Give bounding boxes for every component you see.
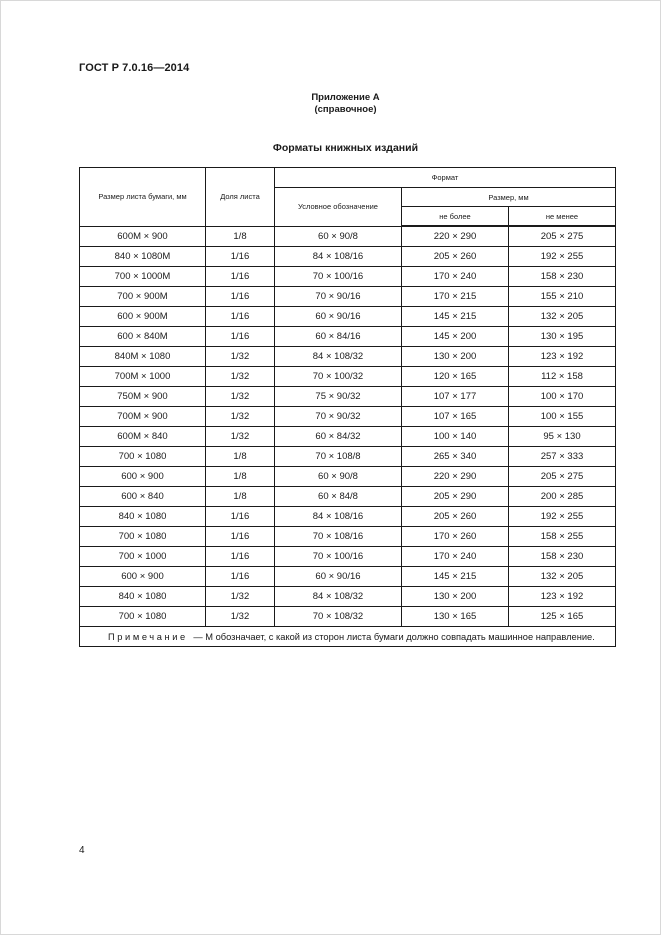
cell-size-min: 200 × 285 bbox=[509, 487, 616, 507]
cell-share: 1/8 bbox=[206, 447, 275, 467]
appendix-title: Приложение А bbox=[311, 92, 380, 103]
table-row bbox=[80, 407, 616, 427]
cell-designation: 60 × 84/32 bbox=[275, 427, 402, 447]
header-size: Размер, мм bbox=[402, 188, 616, 207]
header-designation: Условное обозначение bbox=[275, 188, 402, 227]
cell-paper-size: 600 × 840 bbox=[80, 487, 206, 507]
cell-paper-size: 840М × 1080 bbox=[80, 347, 206, 367]
header-paper-size: Размер листа бумаги, мм bbox=[80, 168, 206, 227]
cell-paper-size: 700 × 1000 bbox=[80, 547, 206, 567]
cell-size-max: 220 × 290 bbox=[402, 467, 509, 487]
cell-size-max: 220 × 290 bbox=[402, 226, 509, 247]
header-format: Формат bbox=[275, 168, 616, 188]
cell-size-min: 132 × 205 bbox=[509, 567, 616, 587]
table-row bbox=[80, 267, 616, 287]
cell-share: 1/16 bbox=[206, 507, 275, 527]
cell-size-min: 95 × 130 bbox=[509, 427, 616, 447]
cell-designation: 75 × 90/32 bbox=[275, 387, 402, 407]
table-row bbox=[80, 507, 616, 527]
cell-share: 1/32 bbox=[206, 427, 275, 447]
cell-designation: 70 × 108/16 bbox=[275, 527, 402, 547]
cell-paper-size: 700 × 1080 bbox=[80, 607, 206, 627]
cell-size-min: 205 × 275 bbox=[509, 467, 616, 487]
cell-paper-size: 700М × 1000 bbox=[80, 367, 206, 387]
cell-size-max: 107 × 165 bbox=[402, 407, 509, 427]
table-row bbox=[80, 226, 616, 247]
header-max: не более bbox=[402, 207, 509, 227]
cell-share: 1/16 bbox=[206, 547, 275, 567]
cell-size-min: 158 × 230 bbox=[509, 267, 616, 287]
cell-paper-size: 700 × 1080 bbox=[80, 527, 206, 547]
table-row bbox=[80, 247, 616, 267]
cell-size-min: 123 × 192 bbox=[509, 347, 616, 367]
cell-designation: 70 × 100/16 bbox=[275, 547, 402, 567]
cell-designation: 60 × 90/16 bbox=[275, 307, 402, 327]
cell-paper-size: 750М × 900 bbox=[80, 387, 206, 407]
cell-size-max: 107 × 177 bbox=[402, 387, 509, 407]
cell-size-min: 112 × 158 bbox=[509, 367, 616, 387]
cell-size-max: 170 × 260 bbox=[402, 527, 509, 547]
cell-share: 1/32 bbox=[206, 347, 275, 367]
table-title: Форматы книжных изданий bbox=[272, 142, 419, 154]
cell-size-max: 205 × 260 bbox=[402, 507, 509, 527]
cell-size-min: 123 × 192 bbox=[509, 587, 616, 607]
cell-designation: 70 × 100/16 bbox=[275, 267, 402, 287]
document-code: ГОСТ Р 7.0.16—2014 bbox=[79, 62, 190, 74]
cell-share: 1/32 bbox=[206, 367, 275, 387]
cell-size-max: 130 × 200 bbox=[402, 347, 509, 367]
header-min: не менее bbox=[509, 207, 616, 227]
table-row bbox=[80, 427, 616, 447]
table-body bbox=[80, 226, 616, 627]
cell-paper-size: 840 × 1080 bbox=[80, 587, 206, 607]
cell-size-max: 130 × 165 bbox=[402, 607, 509, 627]
cell-designation: 60 × 84/8 bbox=[275, 487, 402, 507]
cell-size-max: 170 × 215 bbox=[402, 287, 509, 307]
cell-designation: 70 × 100/32 bbox=[275, 367, 402, 387]
table-row bbox=[80, 387, 616, 407]
cell-designation: 70 × 108/32 bbox=[275, 607, 402, 627]
table-row bbox=[80, 487, 616, 507]
cell-share: 1/16 bbox=[206, 327, 275, 347]
cell-paper-size: 600 × 900М bbox=[80, 307, 206, 327]
cell-size-min: 158 × 255 bbox=[509, 527, 616, 547]
cell-size-max: 120 × 165 bbox=[402, 367, 509, 387]
header-share: Доля листа bbox=[206, 168, 275, 227]
table-row bbox=[80, 447, 616, 467]
cell-designation: 70 × 90/32 bbox=[275, 407, 402, 427]
cell-size-min: 130 × 195 bbox=[509, 327, 616, 347]
cell-share: 1/16 bbox=[206, 307, 275, 327]
cell-size-min: 100 × 155 bbox=[509, 407, 616, 427]
table-row bbox=[80, 547, 616, 567]
cell-size-min: 100 × 170 bbox=[509, 387, 616, 407]
cell-paper-size: 600М × 900 bbox=[80, 226, 206, 247]
table-row bbox=[80, 467, 616, 487]
cell-paper-size: 840 × 1080 bbox=[80, 507, 206, 527]
cell-share: 1/16 bbox=[206, 247, 275, 267]
cell-share: 1/8 bbox=[206, 467, 275, 487]
table-note bbox=[80, 627, 616, 647]
cell-designation: 84 × 108/32 bbox=[275, 587, 402, 607]
table-row bbox=[80, 307, 616, 327]
table-row bbox=[80, 587, 616, 607]
cell-paper-size: 700М × 900 bbox=[80, 407, 206, 427]
cell-size-max: 170 × 240 bbox=[402, 547, 509, 567]
cell-designation: 84 × 108/32 bbox=[275, 347, 402, 367]
appendix-heading bbox=[0, 92, 661, 116]
cell-size-min: 192 × 255 bbox=[509, 507, 616, 527]
cell-share: 1/16 bbox=[206, 287, 275, 307]
cell-paper-size: 600 × 840М bbox=[80, 327, 206, 347]
cell-designation: 70 × 90/16 bbox=[275, 287, 402, 307]
table-row bbox=[80, 287, 616, 307]
table-row bbox=[80, 367, 616, 387]
note-label: Примечание bbox=[108, 631, 188, 642]
cell-size-max: 145 × 200 bbox=[402, 327, 509, 347]
cell-share: 1/16 bbox=[206, 267, 275, 287]
cell-size-max: 100 × 140 bbox=[402, 427, 509, 447]
cell-size-min: 205 × 275 bbox=[509, 226, 616, 247]
cell-paper-size: 600 × 900 bbox=[80, 467, 206, 487]
cell-share: 1/16 bbox=[206, 527, 275, 547]
cell-share: 1/32 bbox=[206, 387, 275, 407]
cell-size-max: 145 × 215 bbox=[402, 567, 509, 587]
cell-size-max: 205 × 290 bbox=[402, 487, 509, 507]
table-row bbox=[80, 567, 616, 587]
cell-paper-size: 600 × 900 bbox=[80, 567, 206, 587]
cell-designation: 70 × 108/8 bbox=[275, 447, 402, 467]
cell-size-max: 145 × 215 bbox=[402, 307, 509, 327]
appendix-type: (справочное) bbox=[314, 104, 377, 115]
cell-paper-size: 840 × 1080М bbox=[80, 247, 206, 267]
note-text: — М обозначает, с какой из сторон листа бумаги должно совпадать машинное направление. bbox=[190, 631, 595, 642]
cell-size-min: 158 × 230 bbox=[509, 547, 616, 567]
cell-size-max: 130 × 200 bbox=[402, 587, 509, 607]
cell-share: 1/8 bbox=[206, 226, 275, 247]
cell-designation: 84 × 108/16 bbox=[275, 247, 402, 267]
cell-size-min: 155 × 210 bbox=[509, 287, 616, 307]
cell-size-min: 125 × 165 bbox=[509, 607, 616, 627]
cell-size-max: 205 × 260 bbox=[402, 247, 509, 267]
cell-paper-size: 700 × 1000М bbox=[80, 267, 206, 287]
cell-share: 1/32 bbox=[206, 407, 275, 427]
cell-size-min: 132 × 205 bbox=[509, 307, 616, 327]
cell-size-min: 257 × 333 bbox=[509, 447, 616, 467]
cell-share: 1/32 bbox=[206, 587, 275, 607]
table-row bbox=[80, 347, 616, 367]
table-row bbox=[80, 607, 616, 627]
cell-paper-size: 600М × 840 bbox=[80, 427, 206, 447]
cell-designation: 60 × 90/8 bbox=[275, 467, 402, 487]
cell-size-max: 265 × 340 bbox=[402, 447, 509, 467]
formats-table bbox=[79, 167, 616, 647]
cell-designation: 84 × 108/16 bbox=[275, 507, 402, 527]
page-number: 4 bbox=[79, 845, 85, 856]
cell-share: 1/32 bbox=[206, 607, 275, 627]
cell-share: 1/16 bbox=[206, 567, 275, 587]
cell-size-max: 170 × 240 bbox=[402, 267, 509, 287]
cell-designation: 60 × 90/8 bbox=[275, 226, 402, 247]
cell-designation: 60 × 84/16 bbox=[275, 327, 402, 347]
cell-paper-size: 700 × 1080 bbox=[80, 447, 206, 467]
cell-paper-size: 700 × 900М bbox=[80, 287, 206, 307]
cell-designation: 60 × 90/16 bbox=[275, 567, 402, 587]
table-row bbox=[80, 527, 616, 547]
cell-size-min: 192 × 255 bbox=[509, 247, 616, 267]
table-row bbox=[80, 327, 616, 347]
cell-share: 1/8 bbox=[206, 487, 275, 507]
